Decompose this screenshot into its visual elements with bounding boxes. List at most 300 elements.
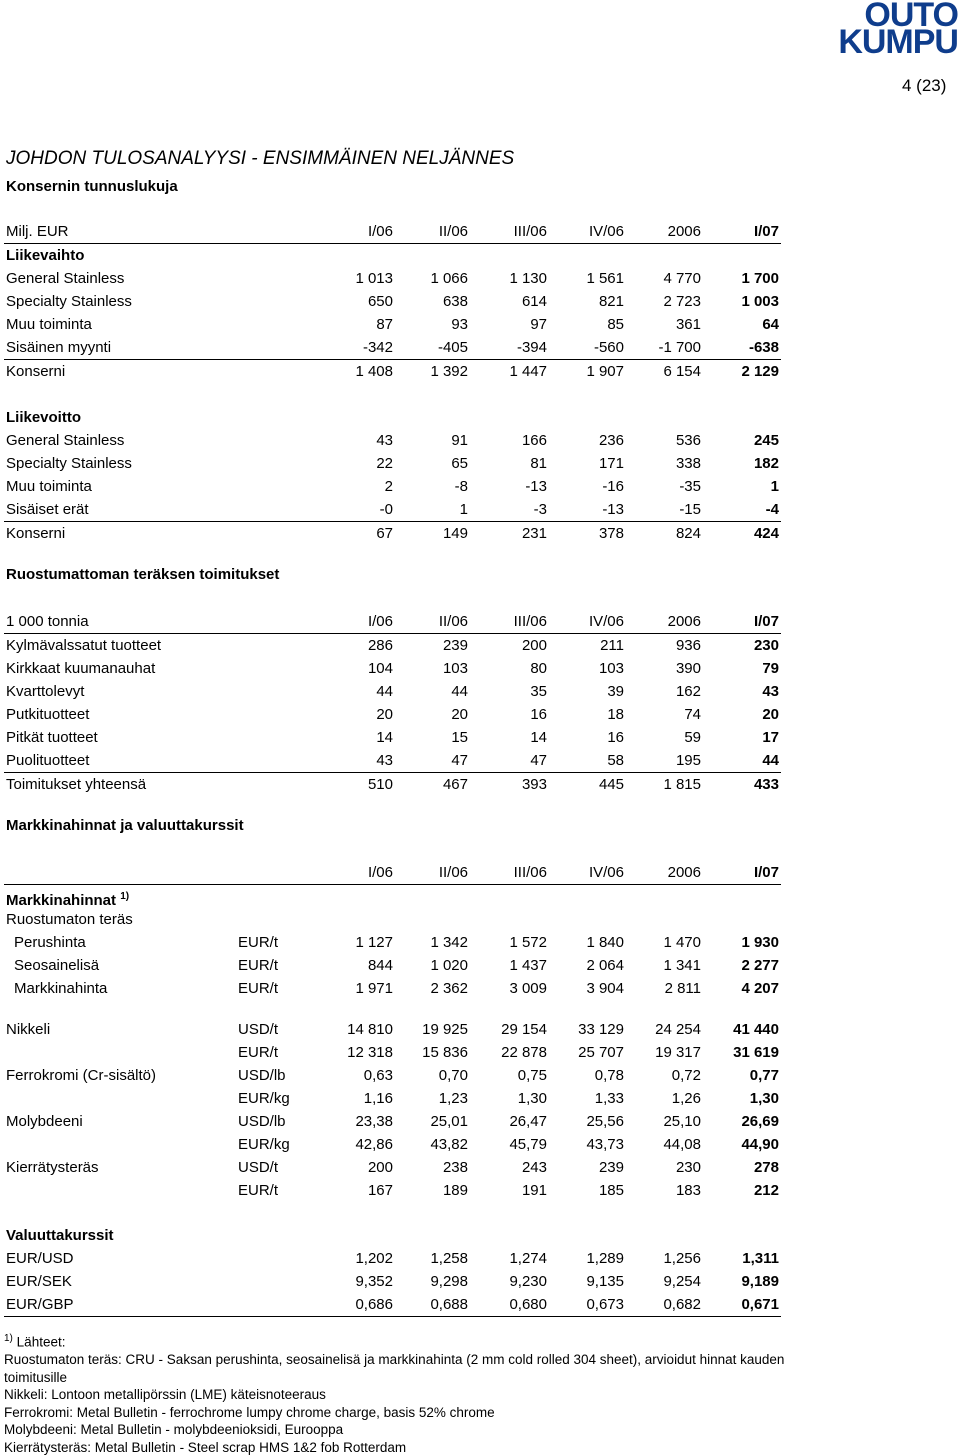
value-cell: 26,69	[741, 1113, 779, 1130]
row-label: Nikkeli	[6, 1021, 51, 1038]
row-label: Puolituotteet	[6, 752, 90, 769]
value-cell: 97	[530, 316, 547, 333]
row-label: Konserni	[6, 525, 66, 542]
value-cell: 43,73	[586, 1136, 624, 1153]
value-cell: 1 003	[741, 293, 779, 310]
value-cell: 183	[675, 1182, 701, 1199]
row-label: Sisäinen myynti	[6, 339, 112, 356]
unit-cell: EUR/t	[238, 980, 279, 997]
value-cell: 104	[367, 660, 393, 677]
subsection-label: Ruostumaton teräs	[6, 911, 133, 928]
value-cell: 162	[675, 683, 701, 700]
table-row	[4, 1270, 781, 1293]
value-cell: 4 207	[741, 980, 779, 997]
value-cell: 1 930	[741, 934, 779, 951]
value-cell: -342	[362, 339, 393, 356]
value-cell: 31 619	[733, 1044, 779, 1061]
value-cell: 0,680	[509, 1296, 547, 1313]
section-label: Valuuttakurssit	[6, 1227, 114, 1244]
value-cell: 44	[376, 683, 393, 700]
unit-cell: EUR/kg	[238, 1090, 290, 1107]
value-cell: 24 254	[655, 1021, 701, 1038]
value-cell: 33 129	[578, 1021, 624, 1038]
value-cell: 1 470	[663, 934, 701, 951]
column-header: III/06	[513, 864, 547, 881]
table-row	[4, 703, 781, 726]
table-row	[4, 772, 781, 796]
value-cell: 42,86	[355, 1136, 393, 1153]
value-cell: 79	[762, 660, 779, 677]
value-cell: 0,70	[438, 1067, 468, 1084]
value-cell: 239	[442, 637, 468, 654]
column-header: IV/06	[588, 223, 624, 240]
value-cell: 81	[530, 455, 547, 472]
value-cell: 43	[762, 683, 779, 700]
table-row	[4, 498, 781, 521]
value-cell: 1 013	[355, 270, 393, 287]
row-label: Sisäiset erät	[6, 501, 89, 518]
value-cell: 18	[607, 706, 624, 723]
unit-cell: EUR/t	[238, 934, 279, 951]
value-cell: 1 815	[663, 776, 701, 793]
column-header: II/06	[438, 613, 468, 630]
footnote-line: Nikkeli: Lontoon metallipörssin (LME) käteisnoteeraus	[4, 1387, 326, 1402]
value-cell: 39	[607, 683, 624, 700]
value-cell: 278	[753, 1159, 779, 1176]
value-cell: 1,23	[438, 1090, 468, 1107]
value-cell: 9,254	[663, 1273, 701, 1290]
value-cell: -1 700	[658, 339, 701, 356]
value-cell: 191	[521, 1182, 547, 1199]
table-row	[4, 336, 781, 359]
table-row	[4, 1179, 781, 1202]
logo-line-2: KUMPU	[838, 23, 958, 61]
value-cell: 166	[521, 432, 547, 449]
table-row	[4, 429, 781, 452]
value-cell: 1 408	[355, 363, 393, 380]
row-label: Muu toiminta	[6, 316, 92, 333]
value-cell: 2 811	[664, 980, 701, 997]
value-cell: 1,311	[742, 1250, 779, 1267]
table-row	[4, 680, 781, 703]
table-row	[4, 1110, 781, 1133]
value-cell: 614	[521, 293, 547, 310]
value-cell: 74	[684, 706, 701, 723]
value-cell: 393	[521, 776, 547, 793]
value-cell: 171	[598, 455, 624, 472]
value-cell: -13	[602, 501, 624, 518]
deliveries-table	[4, 610, 781, 796]
value-cell: 15 836	[422, 1044, 468, 1061]
column-header: III/06	[513, 613, 547, 630]
row-label: EUR/USD	[6, 1250, 74, 1267]
row-label: Muu toiminta	[6, 478, 92, 495]
value-cell: 103	[598, 660, 624, 677]
value-cell: 361	[675, 316, 701, 333]
value-cell: 29 154	[501, 1021, 547, 1038]
table-row	[4, 1133, 781, 1156]
column-header: 2006	[667, 613, 701, 630]
value-cell: -8	[454, 478, 468, 495]
value-cell: 445	[598, 776, 624, 793]
unit-label: Milj. EUR	[6, 223, 69, 240]
value-cell: 47	[451, 752, 468, 769]
column-header: III/06	[513, 223, 547, 240]
value-cell: 1,30	[517, 1090, 547, 1107]
spacer-row	[4, 383, 781, 406]
value-cell: -16	[602, 478, 624, 495]
value-cell: 239	[598, 1159, 624, 1176]
value-cell: 17	[762, 729, 779, 746]
column-header: I/06	[367, 223, 393, 240]
value-cell: 1 840	[586, 934, 624, 951]
value-cell: 43	[376, 752, 393, 769]
section-row	[4, 885, 781, 908]
unit-cell: USD/t	[238, 1159, 279, 1176]
table-row	[4, 452, 781, 475]
value-cell: 286	[367, 637, 393, 654]
column-header: I/07	[753, 613, 779, 630]
footnotes	[4, 1330, 784, 1456]
section-label: Liikevaihto	[6, 247, 85, 264]
prices-table	[4, 861, 781, 1317]
value-cell: 93	[451, 316, 468, 333]
value-cell: 844	[367, 957, 393, 974]
value-cell: 824	[675, 525, 701, 542]
table-header-row	[4, 861, 781, 885]
table-row	[4, 1156, 781, 1179]
value-cell: 0,63	[363, 1067, 393, 1084]
value-cell: 1 572	[509, 934, 547, 951]
row-label: Perushinta	[14, 934, 86, 951]
unit-cell: EUR/t	[238, 957, 279, 974]
page-number: 4 (23)	[902, 76, 947, 95]
value-cell: 1,274	[509, 1250, 547, 1267]
value-cell: 212	[753, 1182, 779, 1199]
value-cell: 87	[376, 316, 393, 333]
unit-cell: EUR/kg	[238, 1136, 290, 1153]
table-row	[4, 1018, 781, 1041]
value-cell: 64	[762, 316, 779, 333]
value-cell: 0,78	[594, 1067, 624, 1084]
value-cell: 149	[442, 525, 468, 542]
prices-heading: Markkinahinnat ja valuuttakurssit	[6, 817, 244, 834]
value-cell: 3 009	[509, 980, 547, 997]
value-cell: 23,38	[355, 1113, 393, 1130]
table-row	[4, 521, 781, 545]
table-row	[4, 1247, 781, 1270]
value-cell: -0	[379, 501, 393, 518]
row-label: EUR/GBP	[6, 1296, 74, 1313]
value-cell: 1,202	[355, 1250, 393, 1267]
value-cell: 67	[376, 525, 393, 542]
value-cell: 1 130	[509, 270, 547, 287]
value-cell: 1 342	[430, 934, 468, 951]
table-header-row	[4, 220, 781, 244]
logo-line-1: OUTO	[864, 0, 958, 34]
value-cell: 467	[442, 776, 468, 793]
value-cell: 1	[459, 501, 468, 518]
value-cell: 19 317	[655, 1044, 701, 1061]
value-cell: 338	[675, 455, 701, 472]
value-cell: 9,298	[430, 1273, 468, 1290]
value-cell: 14	[376, 729, 393, 746]
value-cell: 58	[607, 752, 624, 769]
value-cell: 16	[607, 729, 624, 746]
spacer-row	[4, 1000, 781, 1018]
row-label: EUR/SEK	[6, 1273, 72, 1290]
value-cell: 65	[451, 455, 468, 472]
section-row	[4, 1224, 781, 1247]
value-cell: 22 878	[501, 1044, 547, 1061]
table-row	[4, 475, 781, 498]
footnote-heading-line	[4, 1330, 784, 1351]
value-cell: 1,16	[363, 1090, 393, 1107]
value-cell: 2 064	[586, 957, 624, 974]
row-label: Toimitukset yhteensä	[6, 776, 147, 793]
row-label: Konserni	[6, 363, 66, 380]
value-cell: 25,10	[663, 1113, 701, 1130]
value-cell: 12 318	[347, 1044, 393, 1061]
value-cell: 167	[367, 1182, 393, 1199]
value-cell: 25,56	[586, 1113, 624, 1130]
column-header: 2006	[667, 864, 701, 881]
value-cell: 200	[521, 637, 547, 654]
value-cell: 211	[600, 637, 624, 654]
row-label: Markkinahinta	[14, 980, 108, 997]
value-cell: 0,673	[586, 1296, 624, 1313]
unit-label: 1 000 tonnia	[6, 613, 89, 630]
row-label: Kirkkaat kuumanauhat	[6, 660, 156, 677]
value-cell: 638	[442, 293, 468, 310]
value-cell: 200	[367, 1159, 393, 1176]
row-label: Kierrätysteräs	[6, 1159, 99, 1176]
column-header: II/06	[438, 223, 468, 240]
value-cell: 44	[451, 683, 468, 700]
table-row	[4, 359, 781, 383]
column-header: 2006	[667, 223, 701, 240]
value-cell: 2 723	[663, 293, 701, 310]
value-cell: 20	[376, 706, 393, 723]
value-cell: 1 127	[355, 934, 393, 951]
value-cell: 0,75	[517, 1067, 547, 1084]
value-cell: 821	[598, 293, 624, 310]
value-cell: 44,90	[741, 1136, 779, 1153]
row-label: Pitkät tuotteet	[6, 729, 98, 746]
value-cell: 0,688	[430, 1296, 468, 1313]
value-cell: 2	[384, 478, 393, 495]
value-cell: 35	[530, 683, 547, 700]
table-row	[4, 657, 781, 680]
value-cell: 433	[753, 776, 779, 793]
value-cell: -35	[679, 478, 701, 495]
footnote-line: toimitusille	[4, 1369, 68, 1385]
row-label: General Stainless	[6, 432, 125, 449]
footnote-marker: 1)	[120, 891, 130, 902]
column-header: I/07	[753, 864, 779, 881]
value-cell: 195	[675, 752, 701, 769]
value-cell: -3	[533, 501, 547, 518]
value-cell: 44	[762, 752, 779, 769]
row-label: Seosainelisä	[14, 957, 100, 974]
table-row	[4, 726, 781, 749]
footnote-line: Ferrokromi: Metal Bulletin - ferrochrome lumpy chrome charge, basis 52% chrome	[4, 1404, 495, 1420]
value-cell: 2 129	[741, 363, 779, 380]
value-cell: 1,26	[671, 1090, 701, 1107]
value-cell: 1,33	[594, 1090, 624, 1107]
value-cell: 1 907	[586, 363, 624, 380]
value-cell: 231	[521, 525, 547, 542]
value-cell: 0,72	[671, 1067, 701, 1084]
row-label: Molybdeeni	[6, 1113, 83, 1130]
value-cell: 0,671	[741, 1296, 779, 1313]
footnote-line: Molybdeeni: Metal Bulletin - molybdeenioksidi, Eurooppa	[4, 1422, 344, 1437]
value-cell: 1 700	[741, 270, 779, 287]
market-prices-label: Markkinahinnat	[6, 892, 117, 909]
value-cell: 3 904	[586, 980, 624, 997]
row-label: Specialty Stainless	[6, 293, 132, 310]
value-cell: 424	[753, 525, 779, 542]
value-cell: 4 770	[663, 270, 701, 287]
value-cell: 15	[451, 729, 468, 746]
column-header: I/06	[367, 613, 393, 630]
deliveries-heading: Ruostumattoman teräksen toimitukset	[6, 566, 280, 583]
value-cell: 9,352	[355, 1273, 393, 1290]
value-cell: 19 925	[422, 1021, 468, 1038]
unit-cell: USD/lb	[238, 1067, 286, 1084]
value-cell: 189	[442, 1182, 468, 1199]
row-label: Specialty Stainless	[6, 455, 132, 472]
value-cell: 16	[530, 706, 547, 723]
value-cell: 45,79	[509, 1136, 547, 1153]
value-cell: 1 341	[663, 957, 701, 974]
table-row	[4, 954, 781, 977]
value-cell: 510	[367, 776, 393, 793]
value-cell: -560	[593, 339, 624, 356]
table-row	[4, 931, 781, 954]
value-cell: -394	[516, 339, 547, 356]
value-cell: 536	[675, 432, 701, 449]
value-cell: -15	[679, 501, 701, 518]
value-cell: 9,135	[586, 1273, 624, 1290]
value-cell: 2 277	[741, 957, 779, 974]
section-label: Liikevoitto	[6, 409, 82, 426]
subsection-row	[4, 908, 781, 931]
row-label: Putkituotteet	[6, 706, 90, 723]
value-cell: 238	[442, 1159, 468, 1176]
footnote-marker: 1)	[4, 1333, 13, 1344]
unit-cell: USD/t	[238, 1021, 279, 1038]
value-cell: 14 810	[347, 1021, 393, 1038]
value-cell: 41 440	[733, 1021, 779, 1038]
value-cell: 1 020	[430, 957, 468, 974]
value-cell: -405	[437, 339, 468, 356]
value-cell: 80	[530, 660, 547, 677]
value-cell: 22	[376, 455, 393, 472]
value-cell: 103	[442, 660, 468, 677]
value-cell: 390	[675, 660, 701, 677]
footnote-heading: Lähteet:	[16, 1334, 66, 1350]
value-cell: 1 447	[509, 363, 547, 380]
column-header: II/06	[438, 864, 468, 881]
footnote-line: Kierrätysteräs: Metal Bulletin - Steel scrap HMS 1&2 fob Rotterdam	[4, 1439, 407, 1455]
section-row	[4, 244, 781, 267]
value-cell: 1 392	[430, 363, 468, 380]
row-label: Kylmävalssatut tuotteet	[6, 637, 162, 654]
value-cell: 650	[367, 293, 393, 310]
value-cell: 47	[530, 752, 547, 769]
unit-cell: EUR/t	[238, 1182, 279, 1199]
value-cell: 185	[598, 1182, 624, 1199]
row-label: Ferrokromi (Cr-sisältö)	[6, 1067, 156, 1084]
value-cell: 378	[598, 525, 624, 542]
company-logo	[830, 2, 958, 60]
value-cell: 230	[675, 1159, 701, 1176]
key-figures-table	[4, 220, 781, 545]
value-cell: 1,256	[663, 1250, 701, 1267]
table-row	[4, 749, 781, 772]
value-cell: 182	[753, 455, 779, 472]
value-cell: -13	[525, 478, 547, 495]
column-header: IV/06	[588, 613, 624, 630]
column-header: I/07	[753, 223, 779, 240]
table-row	[4, 1041, 781, 1064]
value-cell: 20	[762, 706, 779, 723]
section-row	[4, 406, 781, 429]
value-cell: 1 066	[430, 270, 468, 287]
value-cell: 43,82	[430, 1136, 468, 1153]
value-cell: 0,77	[749, 1067, 779, 1084]
column-header: I/06	[367, 864, 393, 881]
value-cell: 85	[607, 316, 624, 333]
row-label: Kvarttolevyt	[6, 683, 85, 700]
value-cell: 20	[451, 706, 468, 723]
value-cell: 59	[684, 729, 701, 746]
value-cell: 1 971	[355, 980, 393, 997]
value-cell: 1,289	[586, 1250, 624, 1267]
value-cell: 0,686	[355, 1296, 393, 1313]
table-header-row	[4, 610, 781, 634]
unit-cell: USD/lb	[238, 1113, 286, 1130]
value-cell: -638	[748, 339, 779, 356]
value-cell: 6 154	[663, 363, 701, 380]
table-row	[4, 1293, 781, 1317]
value-cell: 2 362	[430, 980, 468, 997]
value-cell: 25,01	[430, 1113, 468, 1130]
value-cell: 25 707	[578, 1044, 624, 1061]
table-row	[4, 267, 781, 290]
value-cell: 230	[753, 637, 779, 654]
value-cell: 236	[598, 432, 624, 449]
value-cell: 1	[770, 478, 779, 495]
table-row	[4, 1064, 781, 1087]
value-cell: 91	[451, 432, 468, 449]
column-header: IV/06	[588, 864, 624, 881]
table-row	[4, 634, 781, 657]
value-cell: 26,47	[509, 1113, 547, 1130]
value-cell: 44,08	[663, 1136, 701, 1153]
footnote-line: Ruostumaton teräs: CRU - Saksan perushinta, seosainelisä ja markkinahinta (2 mm cold rolled 304 sheet), arvioidut hinnat kauden	[4, 1352, 785, 1367]
value-cell: 9,230	[509, 1273, 547, 1290]
value-cell: 1,30	[749, 1090, 779, 1107]
value-cell: 1 437	[509, 957, 547, 974]
table-row	[4, 1087, 781, 1110]
unit-cell: EUR/t	[238, 1044, 279, 1061]
table-row	[4, 977, 781, 1000]
value-cell: 243	[521, 1159, 547, 1176]
value-cell: 0,682	[663, 1296, 701, 1313]
value-cell: 936	[675, 637, 701, 654]
